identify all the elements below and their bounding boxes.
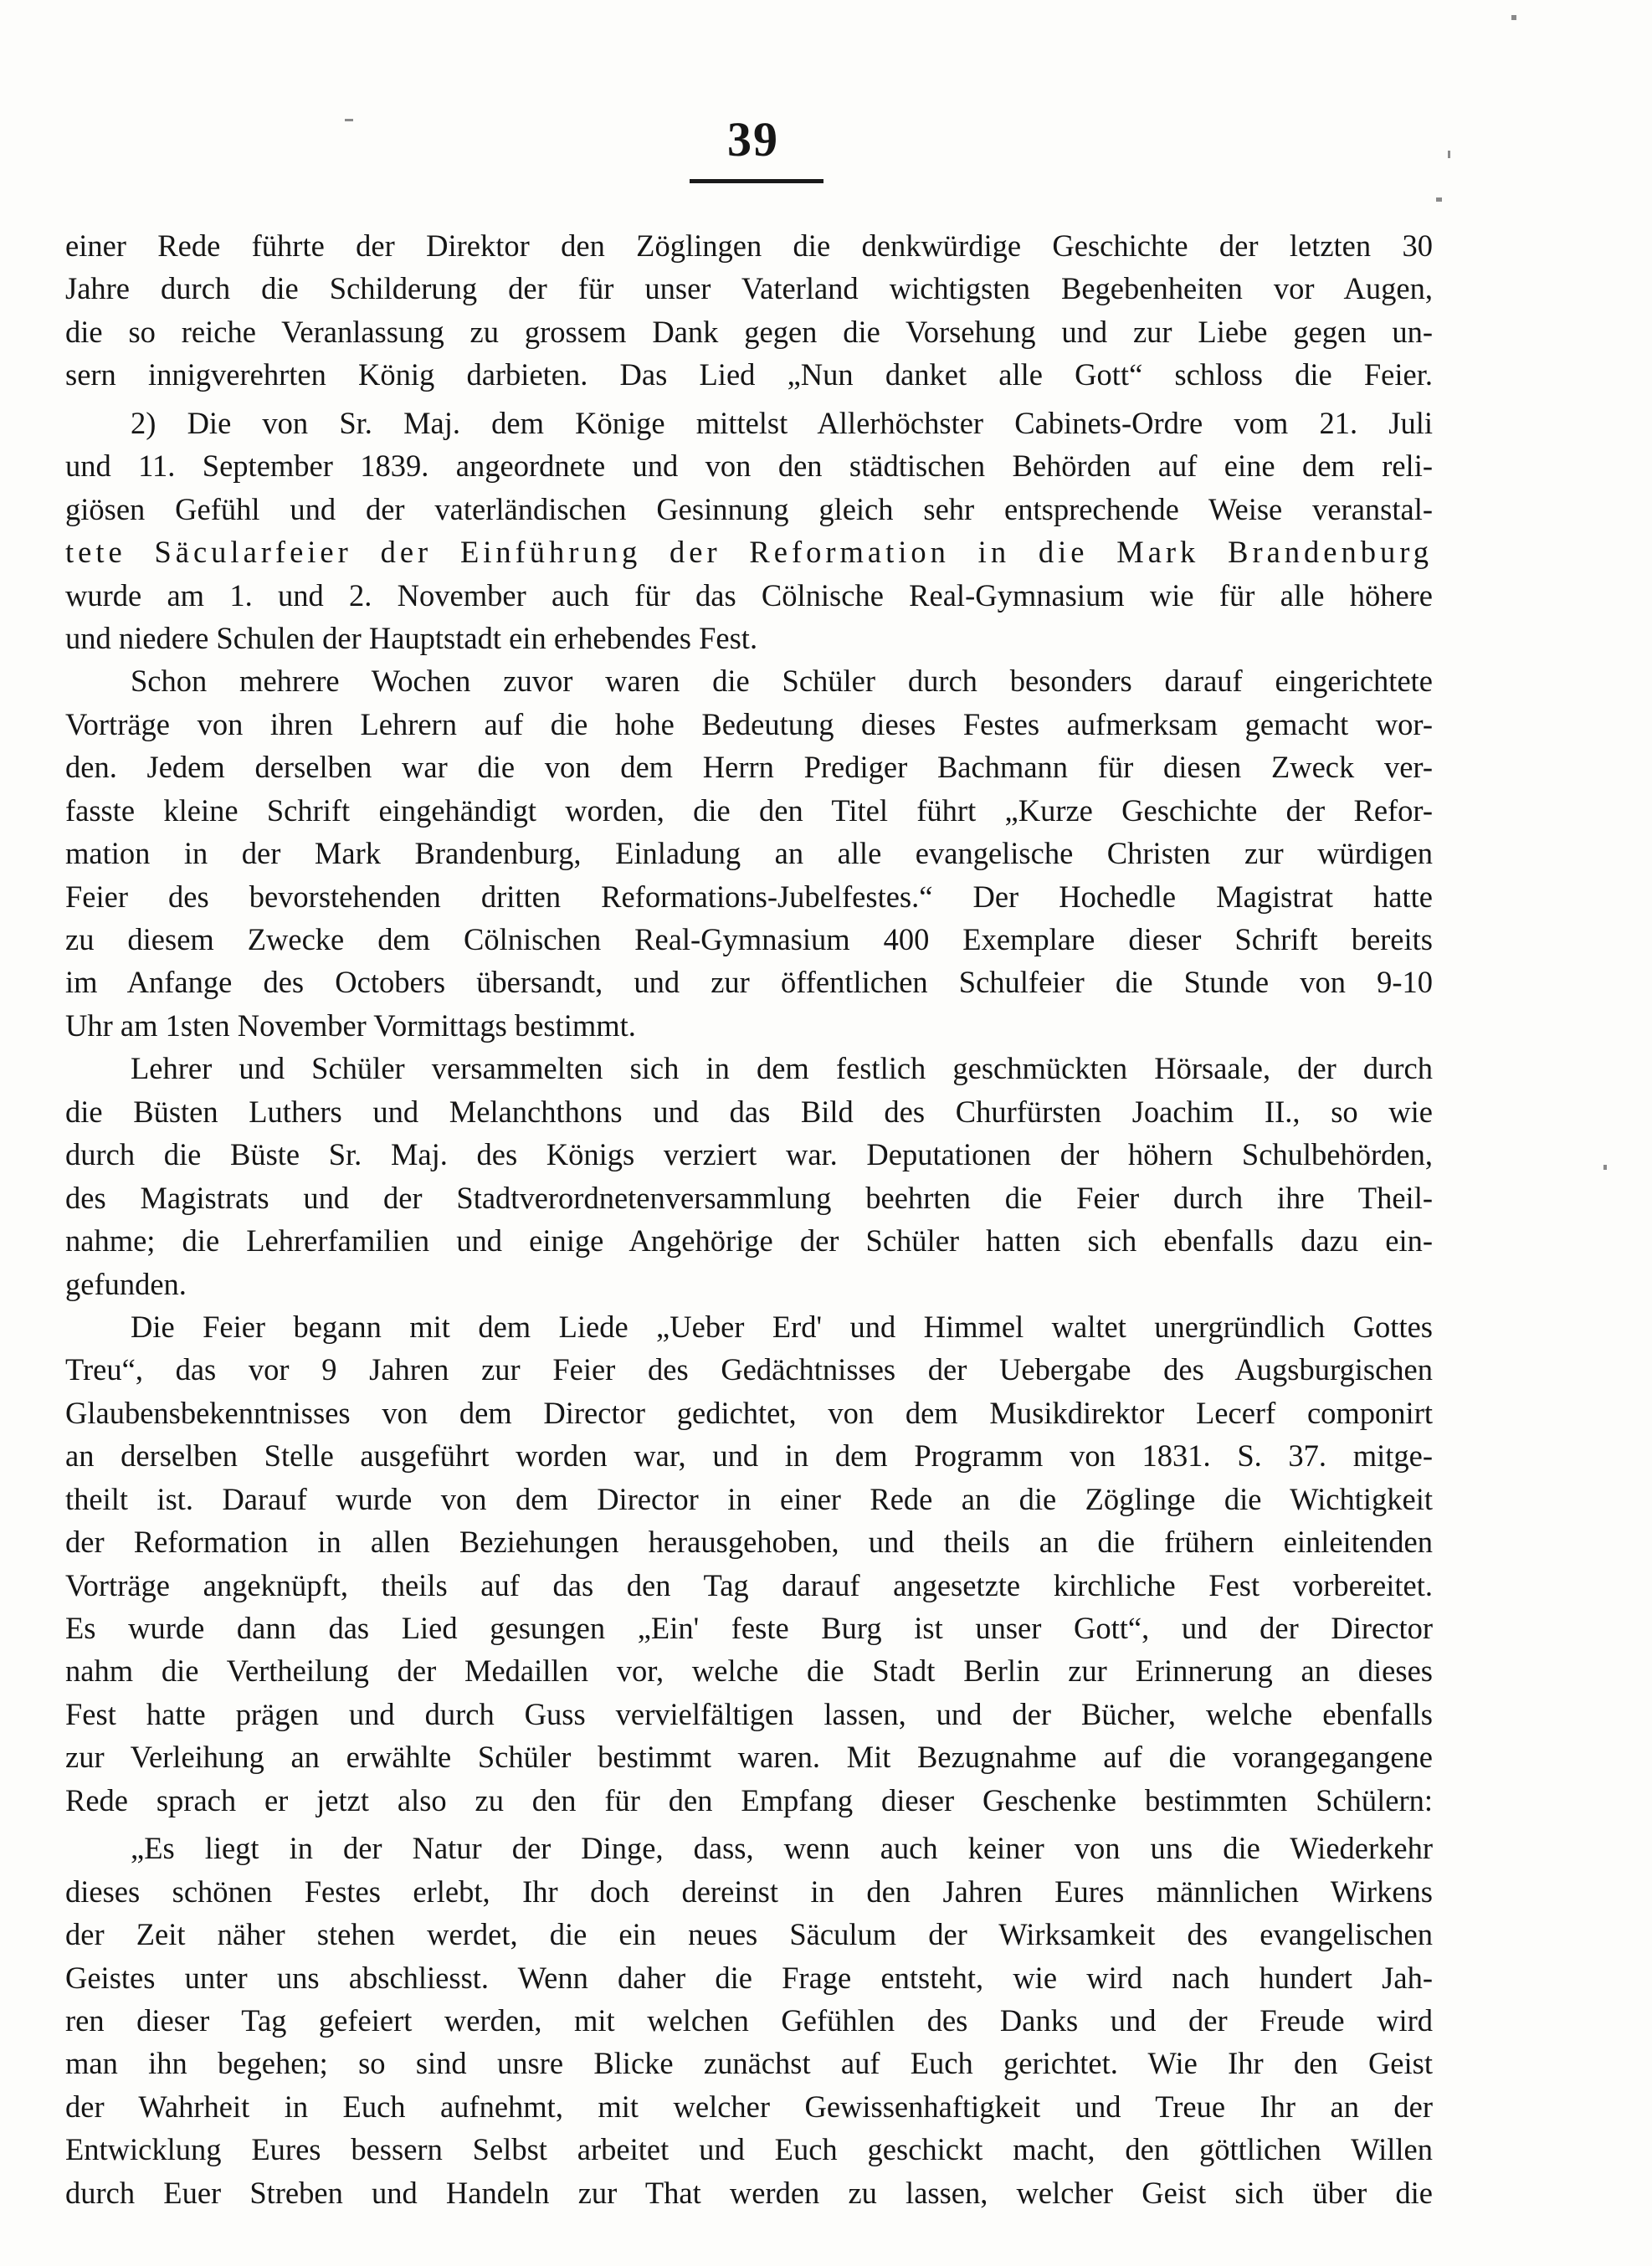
- text-line: der Wahrheit in Euch aufnehmt, mit welcher Gewissenhaftigkeit und Treue Ihr an der: [65, 2089, 1433, 2124]
- text-line: des Magistrats und der Stadtverordnetenversammlung beehrten die Feier durch ihre Theil-: [65, 1180, 1433, 1215]
- page-number: 39: [727, 112, 779, 167]
- text-line: gefunden.: [65, 1266, 187, 1301]
- text-line: Die Feier begann mit dem Liede „Ueber Erd' und Himmel waltet unergründlich Gottes: [131, 1309, 1433, 1344]
- text-line: fasste kleine Schrift eingehändigt worden, die den Titel führt „Kurze Geschichte der Refor-: [65, 792, 1433, 828]
- print-speck: [1448, 151, 1450, 158]
- print-speck: [1603, 1165, 1607, 1170]
- text-line: „Es liegt in der Natur der Dinge, dass, wenn auch keiner von uns die Wiederkehr: [131, 1831, 1433, 1866]
- text-line: den. Jedem derselben war die von dem Herrn Prediger Bachmann für diesen Zweck ver-: [65, 750, 1433, 785]
- text-line: Schon mehrere Wochen zuvor waren die Schüler durch besonders darauf eingerichtete: [131, 664, 1433, 699]
- text-line: ren dieser Tag gefeiert werden, mit welchen Gefühlen des Danks und der Freude wird: [65, 2002, 1433, 2038]
- text-line: durch Euer Streben und Handeln zur That werden zu lassen, welcher Geist sich über die: [65, 2175, 1433, 2210]
- text-line: theilt ist. Darauf wurde von dem Director in einer Rede an die Zöglinge die Wichtigkeit: [65, 1481, 1433, 1516]
- text-line: der Reformation in allen Beziehungen herausgehoben, und theils an die frühern einleitenden: [65, 1525, 1433, 1560]
- text-line: Jahre durch die Schilderung der für unser Vaterland wichtigsten Begebenheiten vor Augen,: [65, 271, 1433, 306]
- text-line: Vorträge angeknüpft, theils auf das den Tag darauf angesetzte kirchliche Fest vorbereitet.: [65, 1567, 1433, 1602]
- text-line: Entwicklung Eures bessern Selbst arbeitet und Euch geschickt macht, den göttlichen Willen: [65, 2132, 1433, 2167]
- text-line: Uhr am 1sten November Vormittags bestimmt.: [65, 1007, 636, 1043]
- text-line: mation in der Mark Brandenburg, Einladung an alle evangelische Christen zur würdigen: [65, 836, 1433, 871]
- text-line: tete Säcularfeier der Einführung der Reformation in die Mark Brandenburg: [65, 535, 1433, 570]
- text-line: und niedere Schulen der Hauptstadt ein erhebendes Fest.: [65, 620, 758, 655]
- text-line: 2) Die von Sr. Maj. dem Könige mittelst Allerhöchster Cabinets-Ordre vom 21. Juli: [131, 405, 1433, 440]
- text-line: man ihn begehen; so sind unsre Blicke zunächst auf Euch gerichtet. Wie Ihr den Geist: [65, 2046, 1433, 2081]
- print-speck: [1511, 15, 1516, 20]
- text-line: an derselben Stelle ausgeführt worden war, und in dem Programm von 1831. S. 37. mitge-: [65, 1438, 1433, 1474]
- text-line: wurde am 1. und 2. November auch für das Cölnische Real-Gymnasium wie für alle höhere: [65, 577, 1433, 613]
- text-line: Vorträge von ihren Lehrern auf die hohe Bedeutung dieses Festes aufmerksam gemacht wor-: [65, 706, 1433, 741]
- page-number-rule: [690, 179, 823, 183]
- text-line: zur Verleihung an erwählte Schüler bestimmt waren. Mit Bezugnahme auf die vorangegangene: [65, 1740, 1433, 1775]
- body-text: [65, 224, 1433, 2214]
- text-line: nahm die Vertheilung der Medaillen vor, welche die Stadt Berlin zur Erinnerung an dieses: [65, 1653, 1433, 1689]
- print-speck: [1436, 197, 1442, 202]
- text-line: durch die Büste Sr. Maj. des Königs verziert war. Deputationen der höhern Schulbehörden,: [65, 1137, 1433, 1172]
- text-line: einer Rede führte der Direktor den Zöglingen die denkwürdige Geschichte der letzten 30: [65, 228, 1433, 263]
- text-line: zu diesem Zwecke dem Cölnischen Real-Gymnasium 400 Exemplare dieser Schrift bereits: [65, 922, 1433, 956]
- text-line: Lehrer und Schüler versammelten sich in dem festlich geschmückten Hörsaale, der durch: [131, 1051, 1433, 1086]
- text-line: Glaubensbekenntnisses von dem Director gedichtet, von dem Musikdirektor Lecerf componirt: [65, 1395, 1433, 1430]
- text-line: nahme; die Lehrerfamilien und einige Angehörige der Schüler hatten sich ebenfalls dazu ein-: [65, 1223, 1433, 1259]
- text-line: Feier des bevorstehenden dritten Reformations-Jubelfestes.“ Der Hochedle Magistrat hatte: [65, 879, 1433, 914]
- text-line: dieses schönen Festes erlebt, Ihr doch dereinst in den Jahren Eures männlichen Wirkens: [65, 1874, 1433, 1909]
- text-line: Es wurde dann das Lied gesungen „Ein' feste Burg ist unser Gott“, und der Director: [65, 1611, 1433, 1645]
- text-line: sern innigverehrten König darbieten. Das Lied „Nun danket alle Gott“ schloss die Feier.: [65, 357, 1433, 392]
- text-line: der Zeit näher stehen werdet, die ein neues Säculum der Wirksamkeit des evangelischen: [65, 1917, 1433, 1952]
- text-line: Rede sprach er jetzt also zu den für den Empfang dieser Geschenke bestimmten Schülern:: [65, 1782, 1433, 1817]
- text-line: im Anfange des Octobers übersandt, und zur öffentlichen Schulfeier die Stunde von 9-10: [65, 965, 1433, 1000]
- text-line: Geistes unter uns abschliesst. Wenn daher die Frage entsteht, wie wird nach hundert Jah-: [65, 1960, 1433, 1995]
- print-speck: [345, 119, 353, 121]
- text-line: giösen Gefühl und der vaterländischen Gesinnung gleich sehr entsprechende Weise veranstal-: [65, 491, 1433, 526]
- text-line: und 11. September 1839. angeordnete und von den städtischen Behörden auf eine dem reli-: [65, 449, 1433, 484]
- text-line: Treu“, das vor 9 Jahren zur Feier des Gedächtnisses der Uebergabe des Augsburgischen: [65, 1352, 1433, 1387]
- text-line: Fest hatte prägen und durch Guss vervielfältigen lassen, und der Bücher, welche ebenfalls: [65, 1696, 1433, 1731]
- text-line: die so reiche Veranlassung zu grossem Dank gegen die Vorsehung und zur Liebe gegen un-: [65, 314, 1433, 349]
- text-line: die Büsten Luthers und Melanchthons und das Bild des Churfürsten Joachim II., so wie: [65, 1094, 1433, 1129]
